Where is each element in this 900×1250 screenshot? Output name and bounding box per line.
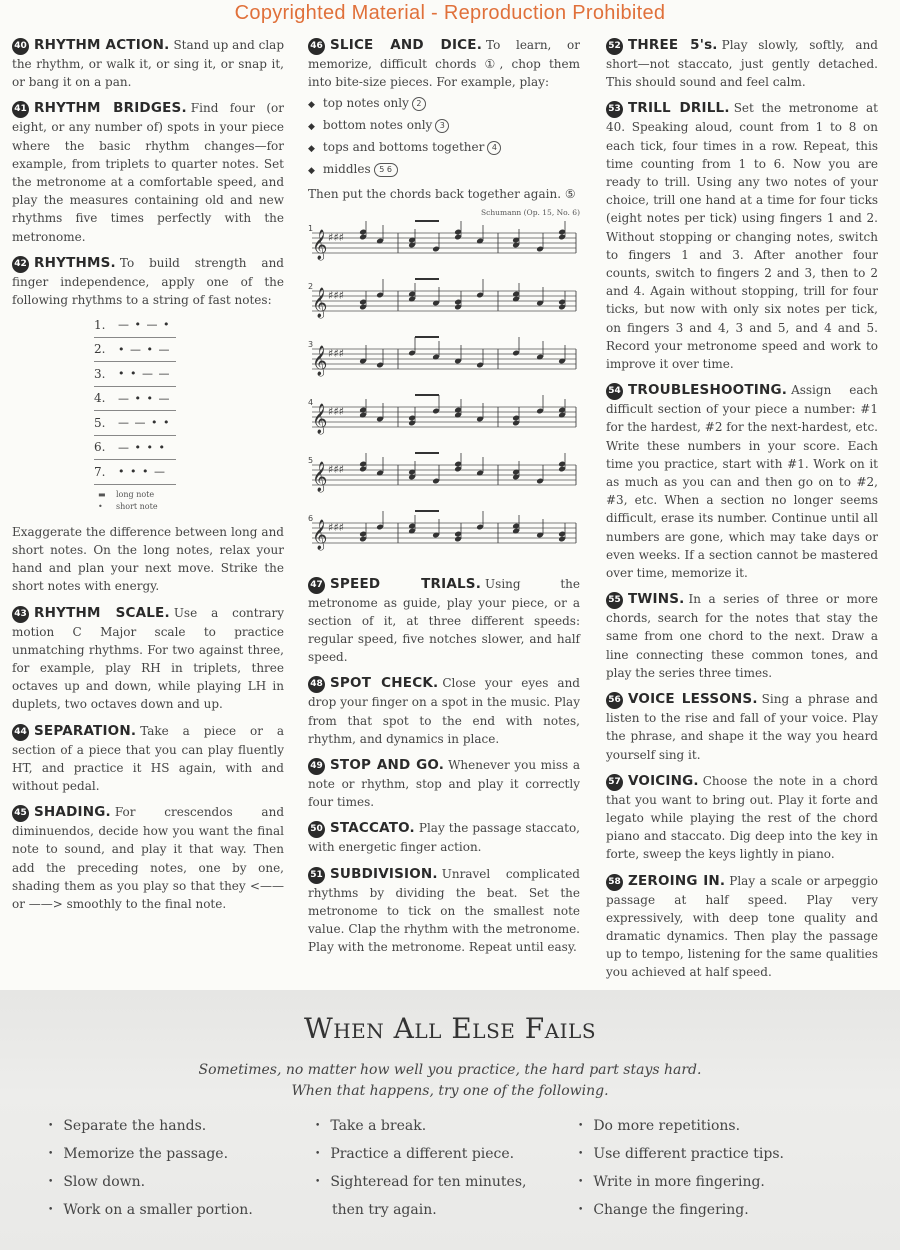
treble-clef-icon: 𝄞 [312,287,328,318]
entry-text: Play slowly, softly, and short—not staccato, just gently detached. This should sound and feel calm. [606,38,878,90]
entry-number: 51 [308,867,325,884]
staff-label: 3 [308,339,314,349]
entry-voice-lessons [606,690,878,764]
slice-dice-after-text: Then put the chords back together again. ⑤ [308,187,576,202]
rhythm-pattern [94,362,176,387]
bullet-text: tops and bottoms together [322,140,485,155]
column-2 [308,36,580,964]
example-number: 5 6 [374,163,398,177]
key-signature: ♯♯♯ [328,230,344,244]
entry-text: Whenever you miss a note or rhythm, stop and play it correctly four times. [308,758,580,810]
entry-zeroing-in [606,872,878,982]
entry-stop-and-go [308,756,580,811]
entry-text: Close your eyes and drop your finger on a spot in the music. Play from that spot to the end with notes, rhythm, and dynamics in place. [308,676,580,746]
entry-title: THREE 5's. [628,37,718,53]
list-item: • Slow down. [48,1174,146,1190]
entry-title: SPOT CHECK. [330,675,439,692]
list-item: ◆ tops and bottoms together 4 [308,137,580,159]
pattern-symbols: • — • — [118,342,171,356]
list-item: ◆ bottom notes only 3 [308,115,580,137]
rhythm-pattern-list [94,313,284,485]
treble-clef-icon: 𝄞 [312,519,328,550]
pattern-number: 2. [94,342,106,357]
list-item: • Take a break. [315,1118,427,1134]
list-item: • Memorize the passage. [48,1146,229,1162]
column-1 [12,36,284,921]
pattern-number: 4. [94,391,106,406]
list-item: • Sighteread for ten minutes, then try again. [315,1174,527,1218]
music-examples [308,219,580,567]
entry-rhythms [12,254,284,309]
tips-list-2 [315,1112,526,1224]
list-item: • Do more repetitions. [578,1118,741,1134]
list-item: • Use different practice tips. [578,1146,784,1162]
entry-number: 44 [12,724,29,741]
staff-label: 5 [308,455,314,465]
entry-title: VOICE LESSONS. [628,691,758,708]
rhythm-pattern [94,411,176,436]
list-item: • Write in more fingering. [578,1174,765,1190]
entry-number: 46 [308,38,325,55]
panel-title: When All Else Fails [303,1012,597,1045]
entry-title: ZEROING IN. [628,872,726,889]
entry-number: 40 [12,38,29,55]
entry-title: RHYTHM ACTION. [34,37,170,53]
entry-number: 56 [606,692,623,709]
entry-title: TRILL DRILL. [628,100,730,117]
entry-number: 48 [308,676,325,693]
panel-subtitle [0,1060,900,1102]
entry-spot-check [308,674,580,748]
entry-text: Find four (or eight, or any number of) spots in your piece where the basic rhythm changes—for example, from triplets to quarter notes. Set the metronome at a comfortable speed, and play the measures containing old and new rhythms five times perfectly with the metronome. [12,101,284,244]
subtitle-line-2: When that happens, try one of the following. [291,1083,609,1099]
legend-long: long note [116,489,155,499]
treble-clef-icon: 𝄞 [312,345,328,376]
slice-dice-bullet-list [308,93,580,181]
entry-text: In a series of three or more chords, search for the notes that stay the same from one chord to the next. Draw a line connecting these common tones, and play the series three times. [606,592,878,680]
entry-text: Using the metronome as guide, play your piece, or a section of it, at three different speeds: regular speed, five notches slower, and half speed. [308,576,580,665]
entry-title: SPEED TRIALS. [330,575,482,592]
entry-text: For crescendos and diminuendos, decide how you want the final note to sound, and play it that way. Then add the preceding notes, one by one, shading them as you play so that they <—— or ——> smoothly to the final note. [12,805,284,911]
entry-text: Set the metronome at 40. Speaking aloud, count from 1 to 8 on each tick, four times in a row. Repeat, this time counting from 1 to 6. Now you are ready to trill. Using any two notes of your choice, trill one hand at a time for four ticks (eight notes per tick) using fingers 1 and 2. Without stopping or changing notes, switch to fingers 1 and 3. After another four counts, switch to fingers 2 and 3, then to 2 and 4. Again without stopping, trill for four ticks, but now with only six notes per tick, on fingers 3 and 4, 3 and 5, and 4 and 5. Record your metronome speed and work to improve it over time. [606,101,878,372]
staff-label: 6 [308,513,314,523]
entry-shading [12,803,284,913]
entry-number: 55 [606,592,623,609]
pattern-symbols: — • — • [118,318,171,332]
key-signature: ♯♯♯ [328,520,344,534]
copyright-watermark: Copyrighted Material - Reproduction Prohibited [234,2,666,24]
staff-label: 2 [308,281,314,291]
rhythm-pattern [94,387,176,412]
entry-text: Take a piece or a section of a piece that you can play fluently HT, and practice it HS again, with and without pedal. [12,723,284,793]
entry-text: Sing a phrase and listen to the rise and fall of your voice. Play the phrase, and shape it the way you heard yourself sing it. [606,692,878,762]
entry-rhythm-scale [12,604,284,714]
entry-number: 42 [12,256,29,273]
pattern-number: 6. [94,440,106,455]
entry-troubleshooting [606,381,878,582]
entry-text: Play the passage staccato, with energetic finger action. [308,821,580,855]
entry-text: Use a contrary motion C Major scale to practice unmatching rhythms. For two against three, for example, play RH in triplets, three octaves up and down, while playing LH in duplets, two octaves down and up. [12,605,284,712]
rhythm-pattern [94,436,176,461]
entry-number: 57 [606,774,623,791]
staff-label: 1 [308,223,314,233]
entry-title: STACCATO. [330,820,415,837]
example-number: 2 [412,97,426,111]
entry-title: RHYTHMS. [34,254,116,271]
pattern-symbols: — — • • [118,416,171,430]
pattern-number: 3. [94,366,106,381]
entry-twins [606,590,878,682]
list-item: • Work on a smaller portion. [48,1202,253,1218]
entry-subdivision [308,865,580,957]
entry-number: 53 [606,101,623,118]
entry-text: To build strength and finger independence, apply one of the following rhythms to a string of fast notes: [12,255,284,308]
entry-number: 58 [606,874,623,891]
entry-rhythm-bridges [12,99,284,245]
entry-title: SLICE AND DICE. [330,37,483,53]
legend-short: short note [116,501,158,511]
entry-title: RHYTHM BRIDGES. [34,100,187,117]
key-signature: ♯♯♯ [328,346,344,360]
entry-trill-drill [606,99,878,373]
entry-voicing [606,772,878,864]
entry-title: SHADING. [34,804,111,821]
music-caption: Schumann (Op. 15, No. 6) [481,207,580,217]
rhythm-legend [98,489,284,513]
when-all-else-fails-panel [0,990,900,1250]
entry-speed-trials [308,575,580,667]
list-item: • Change the fingering. [578,1202,749,1218]
tips-list-3 [578,1112,784,1224]
entry-title: VOICING. [628,772,699,789]
entry-text: To learn, or memorize, difficult chords ①, chop them into bite-size pieces. For example, play: [308,38,580,90]
entry-number: 43 [12,606,29,623]
entry-number: 45 [12,805,29,822]
entry-separation [12,722,284,796]
entry-number: 52 [606,38,623,55]
entry-title: SEPARATION. [34,722,137,739]
entry-number: 41 [12,101,29,118]
list-item: • Practice a different piece. [315,1146,515,1162]
staff-label: 4 [308,397,314,407]
rhythm-pattern [94,338,176,363]
key-signature: ♯♯♯ [328,288,344,302]
example-number: 3 [435,119,449,133]
tips-list-1 [48,1112,253,1224]
pattern-symbols: • • • — [118,465,166,479]
pattern-symbols: — • • — [118,391,171,405]
list-item: ◆ middles 5 6 [308,159,580,181]
treble-clef-icon: 𝄞 [312,461,328,492]
entry-three-5s [606,36,878,91]
entry-title: RHYTHM SCALE. [34,604,170,621]
entry-text: Unravel complicated rhythms by dividing the beat. Set the metronome to tick on the smallest note value. Clap the rhythm with the metronome. Play with the metronome. Repeat until easy. [308,866,580,955]
example-number: 4 [487,141,501,155]
subtitle-line-1: Sometimes, no matter how well you practice, the hard part stays hard. [198,1062,702,1078]
pattern-symbols: • • — — [118,367,171,381]
key-signature: ♯♯♯ [328,404,344,418]
entry-title: TWINS. [628,591,685,608]
column-3 [606,36,878,990]
entry-title: SUBDIVISION. [330,865,438,882]
entry-number: 50 [308,821,325,838]
entry-rhythm-action [12,36,284,91]
list-item: ◆ top notes only 2 [308,93,580,115]
bullet-text: middles [322,162,371,177]
rhythm-pattern [94,313,176,338]
entry-text: Choose the note in a chord that you want to bring out. Play it forte and legato while playing the rest of the chord piano and staccato. Dig deep into the key in forte, sweep the keys lightly in piano. [606,773,878,862]
pattern-number: 7. [94,464,106,479]
pattern-symbols: — • • • [118,440,166,454]
treble-clef-icon: 𝄞 [312,403,328,434]
short-note-symbol: • [98,501,103,511]
key-signature: ♯♯♯ [328,462,344,476]
rhythms-followup-text: Exaggerate the difference between long and short notes. On the long notes, relax your hand and plan your next move. Strike the short notes with energy. [12,524,284,594]
entry-text: Stand up and clap the rhythm, or walk it, or sing it, or snap it, or bang it on a pan. [12,38,285,90]
entry-slice-and-dice [308,36,580,91]
entry-title: TROUBLESHOOTING. [628,382,788,399]
entry-number: 49 [308,758,325,775]
long-note-symbol: ▬ [98,489,106,499]
entry-title: STOP AND GO. [330,757,445,774]
entry-number: 47 [308,577,325,594]
treble-clef-icon: 𝄞 [312,229,328,260]
entry-text: Play a scale or arpeggio passage at half speed. Play very expressively, with deep tone quality and dramatic dynamics. Then play the passage up to tempo, listening for the same qualities you achieved at half speed. [606,873,878,980]
entry-text: Assign each difficult section of your piece a number: #1 for the hardest, #2 for the next-hardest, etc. Write these numbers in your score. Each time you practice, start with #1. Work on it as much as you can and then go on to #2, #3, etc. When a section no longer seems difficult, erase its number. Continue until all numbers are gone, which may take days or even weeks. If a section cannot be mastered over time, memorize it. [606,383,878,581]
entry-staccato [308,819,580,856]
bullet-text: top notes only [322,96,409,111]
bullet-text: bottom notes only [322,118,433,133]
rhythm-pattern [94,460,176,485]
entry-number: 54 [606,383,623,400]
pattern-number: 1. [94,317,106,332]
list-item: • Separate the hands. [48,1118,207,1134]
pattern-number: 5. [94,415,106,430]
